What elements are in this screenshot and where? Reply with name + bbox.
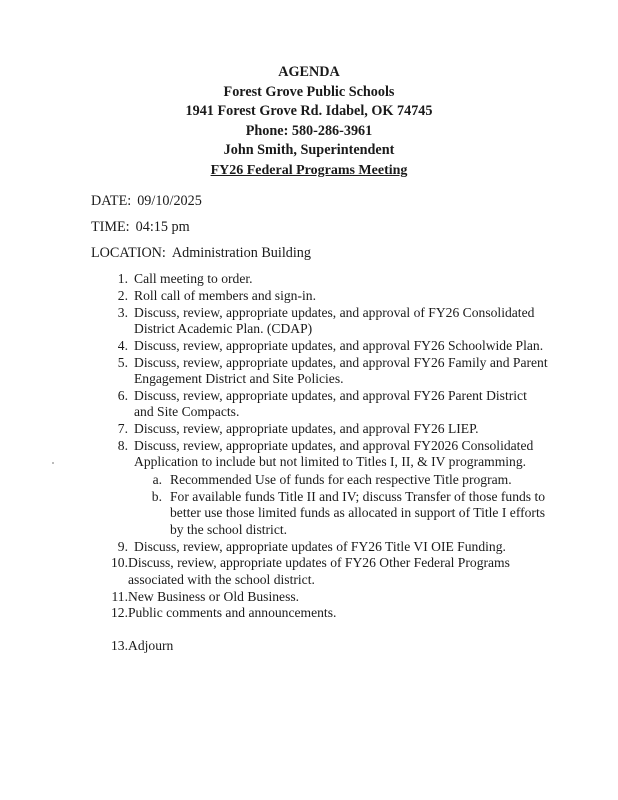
agenda-item <box>108 605 548 621</box>
agenda-item <box>108 305 548 338</box>
organization-phone: Phone: 580-286-3961 <box>245 122 373 139</box>
organization-name: Forest Grove Public Schools <box>223 83 395 100</box>
item-text: Discuss, review, appropriate updates, and approval FY26 LIEP. <box>134 421 479 437</box>
item-text: Call meeting to order. <box>134 271 253 286</box>
item-text: Public comments and announcements. <box>128 605 337 621</box>
item-number: 3. <box>117 304 128 320</box>
scan-speck <box>52 462 54 464</box>
item-text: Discuss, review, appropriate updates of FY26 Title VI OIE Funding. <box>134 538 506 554</box>
item-number: 5. <box>117 354 128 370</box>
agenda-item <box>108 388 548 421</box>
date-field <box>91 193 202 210</box>
item-text: Roll call of members and sign-in. <box>134 287 316 303</box>
agenda-item <box>108 555 548 588</box>
agenda-item <box>108 421 548 437</box>
date-value: 09/10/2025 <box>137 193 202 209</box>
agenda-subitem <box>134 489 548 538</box>
item-number: 4. <box>117 337 128 353</box>
item-number: 10. <box>111 555 128 571</box>
agenda-item <box>108 355 548 388</box>
agenda-item <box>108 638 548 654</box>
item-number: 13. <box>111 638 128 654</box>
agenda-item <box>108 438 548 538</box>
subitem-letter: a. <box>152 471 162 487</box>
agenda-subitem <box>134 472 548 488</box>
location-value: Administration Building <box>171 245 311 261</box>
agenda-item <box>108 589 548 605</box>
time-value: 04:15 pm <box>135 219 190 235</box>
time-label: TIME: <box>91 219 130 235</box>
item-number: 9. <box>117 538 128 554</box>
item-number: 8. <box>117 438 128 454</box>
item-text: Discuss, review, appropriate updates of FY26 Other Federal Programs associated with the school district. <box>128 555 510 587</box>
item-text: Discuss, review, appropriate updates, and approval FY26 Schoolwide Plan. <box>134 337 544 353</box>
item-text: Discuss, review, appropriate updates, and approval FY26 Family and Parent Engagement District and Site Policies. <box>134 354 548 387</box>
item-number: 2. <box>117 287 128 303</box>
date-label: DATE: <box>91 193 132 209</box>
item-text-content: Discuss, review, appropriate updates, and approval FY2026 Consolidated Application to include but not limited to Titles I, II, & IV programming. <box>134 438 534 470</box>
superintendent-name: John Smith, Superintendent <box>223 142 395 158</box>
agenda-item <box>108 338 548 354</box>
subitem-text: For available funds Title II and IV; discuss Transfer of those funds to better use those limited funds as allocated in support of Title I efforts by the school district. <box>170 489 546 537</box>
item-text <box>134 438 548 538</box>
item-text: New Business or Old Business. <box>128 588 300 604</box>
item-number: 11. <box>111 588 128 604</box>
item-text: Adjourn <box>128 638 174 654</box>
subitem-text: Recommended Use of funds for each respective Title program. <box>170 471 512 487</box>
agenda-item <box>108 539 548 555</box>
spacer <box>108 622 548 638</box>
item-text: Discuss, review, appropriate updates, and approval of FY26 Consolidated District Academic Plan. (CDAP) <box>134 304 535 337</box>
time-field <box>91 219 190 236</box>
item-number: 7. <box>117 421 128 437</box>
agenda-item <box>108 271 548 287</box>
item-text: Discuss, review, appropriate updates, and approval FY26 Parent District and Site Compacts. <box>134 388 527 420</box>
agenda-item <box>108 288 548 304</box>
agenda-title: AGENDA <box>278 64 340 80</box>
item-number: 12. <box>111 605 128 621</box>
location-label: LOCATION: <box>91 245 166 261</box>
item-number: 1. <box>117 271 128 286</box>
item-number: 6. <box>117 388 128 404</box>
agenda-list <box>108 271 548 655</box>
location-field <box>91 245 311 262</box>
subitem-letter: b. <box>151 489 162 505</box>
letterhead <box>0 63 618 161</box>
organization-address: 1941 Forest Grove Rd. Idabel, OK 74745 <box>185 103 433 119</box>
meeting-title: FY26 Federal Programs Meeting <box>210 163 408 178</box>
